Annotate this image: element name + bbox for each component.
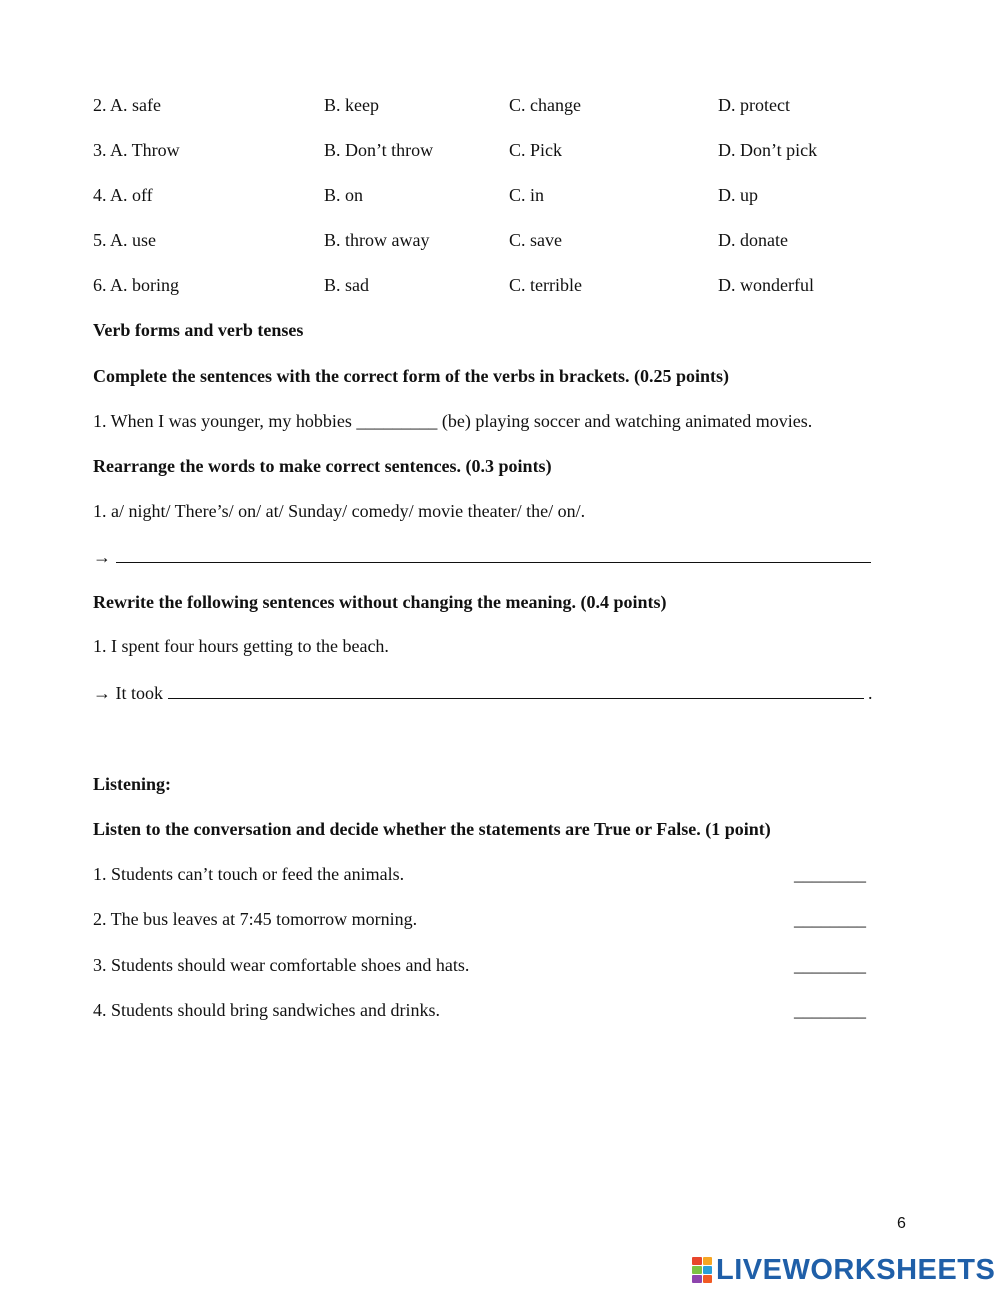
option-b: B. on xyxy=(324,185,364,205)
rewrite-question-1: 1. I spent four hours getting to the beach. xyxy=(93,636,389,656)
logo-square xyxy=(692,1275,702,1283)
option-d: D. Don’t pick xyxy=(718,140,818,160)
option-d: D. wonderful xyxy=(718,275,814,295)
option-a: 3. A. Throw xyxy=(93,140,180,160)
listening-statement: 4. Students should bring sandwiches and drinks. xyxy=(93,1000,440,1020)
option-a: 4. A. off xyxy=(93,185,153,205)
rearrange-instruction: Rearrange the words to make correct sentences. (0.3 points) xyxy=(93,456,552,476)
page-number: 6 xyxy=(897,1215,906,1232)
section-heading-verb-forms: Verb forms and verb tenses xyxy=(93,320,304,340)
rewrite-answer-line xyxy=(93,682,873,704)
rearrange-answer-line xyxy=(93,546,871,568)
logo-square xyxy=(703,1275,713,1283)
arrow-icon: → xyxy=(93,547,111,567)
logo-square xyxy=(703,1257,713,1265)
rewrite-instruction: Rewrite the following sentences without changing the meaning. (0.4 points) xyxy=(93,592,667,612)
listening-statement: 2. The bus leaves at 7:45 tomorrow morning. xyxy=(93,909,418,929)
option-b: B. sad xyxy=(324,275,369,295)
option-a: 6. A. boring xyxy=(93,275,180,295)
rewrite-end-period: . xyxy=(868,683,873,703)
section-heading-listening: Listening: xyxy=(93,774,172,794)
option-d: D. donate xyxy=(718,230,788,250)
listening-statement: 1. Students can’t touch or feed the animals. xyxy=(93,864,405,884)
verb-instruction: Complete the sentences with the correct form of the verbs in brackets. (0.25 points) xyxy=(93,366,730,386)
true-false-blank[interactable]: ________ xyxy=(794,955,866,975)
logo-mark-icon xyxy=(692,1257,712,1283)
option-c: C. save xyxy=(509,230,562,250)
listening-instruction: Listen to the conversation and decide whether the statements are True or False. (1 point) xyxy=(93,819,771,839)
option-a: 5. A. use xyxy=(93,230,156,250)
option-d: D. protect xyxy=(718,95,790,115)
option-b: B. throw away xyxy=(324,230,430,250)
option-b: B. keep xyxy=(324,95,379,115)
rewrite-answer-blank[interactable] xyxy=(168,682,864,699)
rearrange-answer-blank[interactable] xyxy=(116,546,871,563)
verb-q1-blank[interactable]: _________ xyxy=(356,411,438,431)
liveworksheets-logo xyxy=(692,1252,995,1288)
verb-question-1 xyxy=(93,410,812,432)
listening-statement: 3. Students should wear comfortable shoes and hats. xyxy=(93,955,470,975)
true-false-blank[interactable]: ________ xyxy=(794,864,866,884)
logo-square xyxy=(692,1257,702,1265)
rewrite-prompt: → It took xyxy=(93,683,163,703)
true-false-blank[interactable]: ________ xyxy=(794,909,866,929)
verb-q1-text-after: (be) playing soccer and watching animated movies. xyxy=(437,411,813,431)
option-c: C. in xyxy=(509,185,545,205)
logo-square xyxy=(692,1266,702,1274)
option-c: C. Pick xyxy=(509,140,563,160)
logo-text: LIVEWORKSHEETS xyxy=(716,1253,996,1286)
verb-q1-text-before: 1. When I was younger, my hobbies xyxy=(93,411,357,431)
option-c: C. change xyxy=(509,95,581,115)
option-c: C. terrible xyxy=(509,275,582,295)
true-false-blank[interactable]: ________ xyxy=(794,1000,866,1020)
option-a: 2. A. safe xyxy=(93,95,161,115)
option-b: B. Don’t throw xyxy=(324,140,434,160)
logo-square xyxy=(703,1266,713,1274)
rearrange-question-1: 1. a/ night/ There’s/ on/ at/ Sunday/ comedy/ movie theater/ the/ on/. xyxy=(93,501,586,521)
option-d: D. up xyxy=(718,185,758,205)
